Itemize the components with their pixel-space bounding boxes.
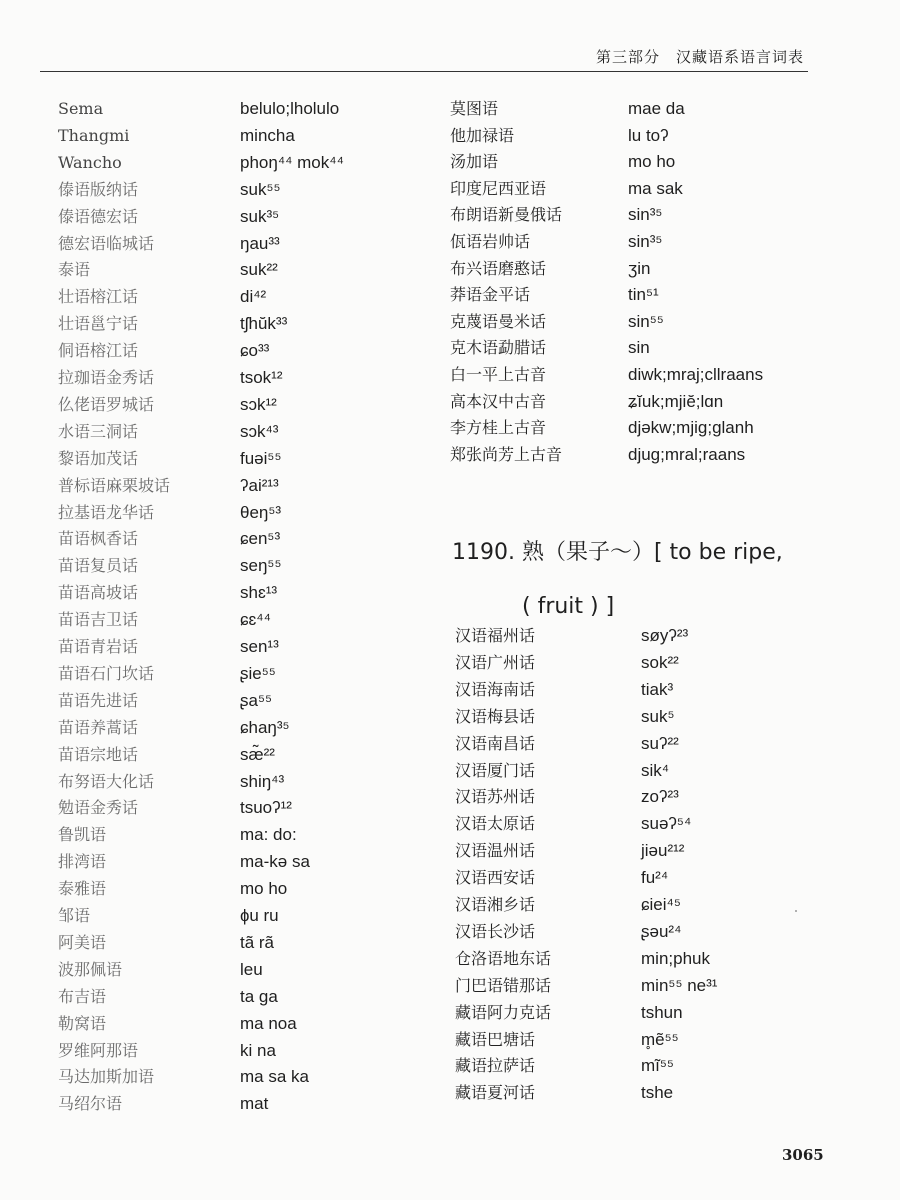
language-name: 邹语 (58, 906, 91, 925)
word-form: sɔk¹² (240, 394, 277, 414)
word-form: seŋ⁵⁵ (240, 556, 282, 576)
word-form: ma-kə sa (240, 852, 310, 872)
word-form: mĩ⁵⁵ (641, 1056, 674, 1076)
word-form: ma noa (240, 1013, 297, 1033)
language-name: 苗语养蒿话 (58, 717, 139, 737)
language-name: 汉语广州话 (455, 652, 536, 672)
word-form: ʂie⁵⁵ (240, 663, 276, 683)
entry-heading-line1: 1190. 熟（果子～）[ to be ripe, (452, 540, 783, 565)
language-name: 汤加语 (450, 152, 499, 172)
word-form: tshe (641, 1083, 674, 1103)
language-name: 勉语金秀话 (58, 798, 139, 818)
word-form: ɕɛ⁴⁴ (240, 610, 271, 630)
language-name: 拉基语龙华话 (58, 502, 155, 522)
language-name: 郑张尚芳上古音 (450, 444, 563, 464)
language-name: 布兴语磨憨话 (450, 258, 547, 278)
word-form: suʔ²² (641, 733, 679, 753)
word-form: mo ho (628, 152, 676, 172)
language-name: 苗语宗地话 (58, 744, 139, 764)
language-name: 马绍尔语 (58, 1094, 123, 1114)
word-form: min⁵⁵ ne³¹ (641, 975, 718, 995)
word-form: tiak³ (641, 679, 674, 699)
word-form: sæ̃²² (240, 744, 275, 764)
language-name: 佤语岩帅话 (450, 232, 531, 251)
word-form: ɕen⁵³ (240, 529, 281, 549)
word-form: suəʔ⁵⁴ (641, 814, 692, 834)
word-form: leu (240, 959, 263, 979)
language-name: 汉语太原话 (455, 814, 536, 834)
scan-speck (795, 910, 797, 912)
word-form: ɕo³³ (240, 341, 270, 361)
language-name: 克木语勐腊话 (450, 338, 547, 358)
running-header (0, 44, 900, 74)
language-name: 罗维阿那语 (58, 1040, 139, 1060)
word-form: ɸu ru (240, 906, 279, 925)
word-form: sin⁵⁵ (628, 311, 664, 331)
language-name: 印度尼西亚语 (450, 178, 547, 198)
word-form: ma: do: (240, 825, 297, 845)
word-form: mae da (628, 99, 685, 118)
word-form: tshun (641, 1002, 683, 1022)
word-form: zoʔ²³ (641, 787, 679, 807)
word-form: fuəi⁵⁵ (240, 448, 282, 468)
language-name: 白一平上古音 (450, 365, 547, 384)
word-form: diwk;mraj;cllraans (628, 365, 764, 384)
word-form: ma sa ka (240, 1067, 309, 1087)
language-name: 藏语阿力克话 (455, 1002, 552, 1022)
language-name: 马达加斯加语 (58, 1067, 155, 1087)
word-form: fu²⁴ (641, 868, 669, 888)
language-name: 藏语夏河话 (455, 1083, 536, 1103)
language-name: 汉语湘乡话 (455, 895, 536, 914)
word-form: djəkw;mjig;glanh (628, 418, 754, 438)
word-form: tsuoʔ¹² (240, 798, 292, 818)
language-name: 普标语麻栗坡话 (58, 475, 171, 495)
language-name: 傣语德宏话 (58, 206, 139, 226)
language-name: 藏语巴塘话 (455, 1029, 536, 1049)
language-name: 汉语温州话 (455, 841, 536, 861)
language-name: Wancho (58, 152, 122, 172)
word-form: sin³⁵ (628, 232, 663, 251)
word-form: phoŋ⁴⁴ mok⁴⁴ (240, 152, 344, 172)
language-name: 勒窝语 (58, 1013, 107, 1033)
entry-heading-line2: ( fruit ) ] (522, 594, 615, 619)
page-number: 3065 (782, 1146, 824, 1164)
language-name: Thangmi (58, 125, 130, 145)
word-form: ʑĭuk;mjiĕ;lɑn (628, 391, 724, 411)
language-name: 壮语邕宁话 (58, 314, 139, 334)
word-form: mincha (240, 125, 295, 145)
word-form: ɕhaŋ³⁵ (240, 717, 290, 737)
word-form: suk⁵ (641, 706, 675, 726)
language-name: 侗语榕江话 (58, 341, 139, 361)
word-form: belulo;lholulo (240, 99, 340, 118)
word-form: θeŋ⁵³ (240, 502, 282, 522)
word-form: sin (628, 338, 650, 358)
word-form: m̥ẽ⁵⁵ (641, 1029, 679, 1049)
header-rule (40, 71, 808, 72)
word-form: søyʔ²³ (641, 626, 689, 645)
word-form: sok²² (641, 652, 679, 672)
language-name: 波那佩语 (58, 959, 123, 979)
word-form: jiəu²¹² (641, 841, 685, 861)
language-name: 汉语海南话 (455, 679, 536, 699)
language-name: 苗语先进话 (58, 690, 139, 710)
entry-heading (452, 526, 852, 634)
language-name: 苗语吉卫话 (58, 610, 139, 630)
word-form: ʂəu²⁴ (641, 921, 682, 941)
language-name: 他加禄语 (450, 125, 515, 145)
word-form: ʂa⁵⁵ (240, 690, 273, 710)
word-form: ma sak (628, 178, 683, 198)
language-name: 汉语厦门话 (455, 760, 536, 780)
word-form: mat (240, 1094, 269, 1114)
language-name: 苗语青岩话 (58, 637, 139, 656)
language-name: 傣语版纳话 (58, 179, 139, 199)
language-name: 门巴语错那话 (455, 975, 552, 995)
word-form: ta ga (240, 986, 278, 1006)
word-form: suk²² (240, 260, 278, 280)
word-form: sin³⁵ (628, 205, 663, 225)
language-name: 水语三洞话 (58, 421, 139, 441)
word-form: suk³⁵ (240, 206, 280, 226)
word-form: ɕiei⁴⁵ (641, 895, 681, 914)
language-name: 莫图语 (450, 99, 499, 118)
word-form: djug;mral;raans (628, 444, 746, 464)
word-form: ʔai²¹³ (240, 475, 279, 495)
language-name: 汉语南昌话 (455, 733, 536, 753)
word-form: ŋau³³ (240, 233, 280, 253)
word-form: tʃhŭk³³ (240, 314, 288, 334)
word-form: mo ho (240, 879, 288, 899)
language-name: 莽语金平话 (450, 285, 531, 305)
language-name: Sema (58, 99, 104, 118)
language-name: 苗语枫香话 (58, 529, 139, 549)
language-name: 汉语长沙话 (455, 921, 536, 941)
word-form: sen¹³ (240, 637, 279, 656)
language-name: 汉语福州话 (455, 626, 536, 645)
word-form: tã rã (240, 932, 275, 952)
word-form: min;phuk (641, 948, 710, 968)
language-name: 拉珈语金秀话 (58, 368, 155, 387)
language-name: 汉语西安话 (455, 868, 536, 888)
word-form: tsok¹² (240, 368, 283, 387)
language-name: 李方桂上古音 (450, 418, 547, 438)
word-form: sik⁴ (641, 760, 670, 780)
language-name: 汉语梅县话 (455, 706, 536, 726)
header-title: 第三部分 汉藏语系语言词表 (595, 48, 804, 66)
language-name: 布吉语 (58, 986, 107, 1006)
language-name: 阿美语 (58, 932, 107, 952)
language-name: 苗语复员话 (58, 556, 139, 576)
language-name: 仫佬语罗城话 (58, 394, 155, 414)
word-form: shɛ¹³ (240, 583, 278, 603)
language-name: 布努语大化话 (58, 771, 155, 791)
word-form: shiŋ⁴³ (240, 771, 285, 791)
language-name: 泰雅语 (58, 879, 107, 899)
language-name: 鲁凯语 (58, 825, 107, 845)
word-form: suk⁵⁵ (240, 179, 281, 199)
language-name: 藏语拉萨话 (455, 1056, 536, 1076)
language-name: 泰语 (58, 260, 91, 280)
language-name: 仓洛语地东话 (455, 948, 552, 968)
word-form: sɔk⁴³ (240, 421, 279, 441)
language-name: 克蔑语曼米话 (450, 311, 547, 331)
word-form: ki na (240, 1040, 276, 1060)
language-name: 苗语石门坎话 (58, 663, 155, 683)
language-name: 黎语加茂话 (58, 448, 139, 468)
language-name: 苗语高坡话 (58, 583, 139, 603)
word-form: ʒin (628, 258, 651, 278)
word-form: tin⁵¹ (628, 285, 659, 305)
language-name: 汉语苏州话 (455, 787, 536, 807)
language-name: 德宏语临城话 (58, 233, 155, 253)
language-name: 布朗语新曼俄话 (450, 205, 563, 225)
language-name: 壮语榕江话 (58, 287, 139, 307)
language-name: 排湾语 (58, 852, 107, 872)
language-name: 高本汉中古音 (450, 391, 547, 411)
word-form: di⁴² (240, 287, 267, 307)
word-form: lu toʔ (628, 125, 669, 145)
